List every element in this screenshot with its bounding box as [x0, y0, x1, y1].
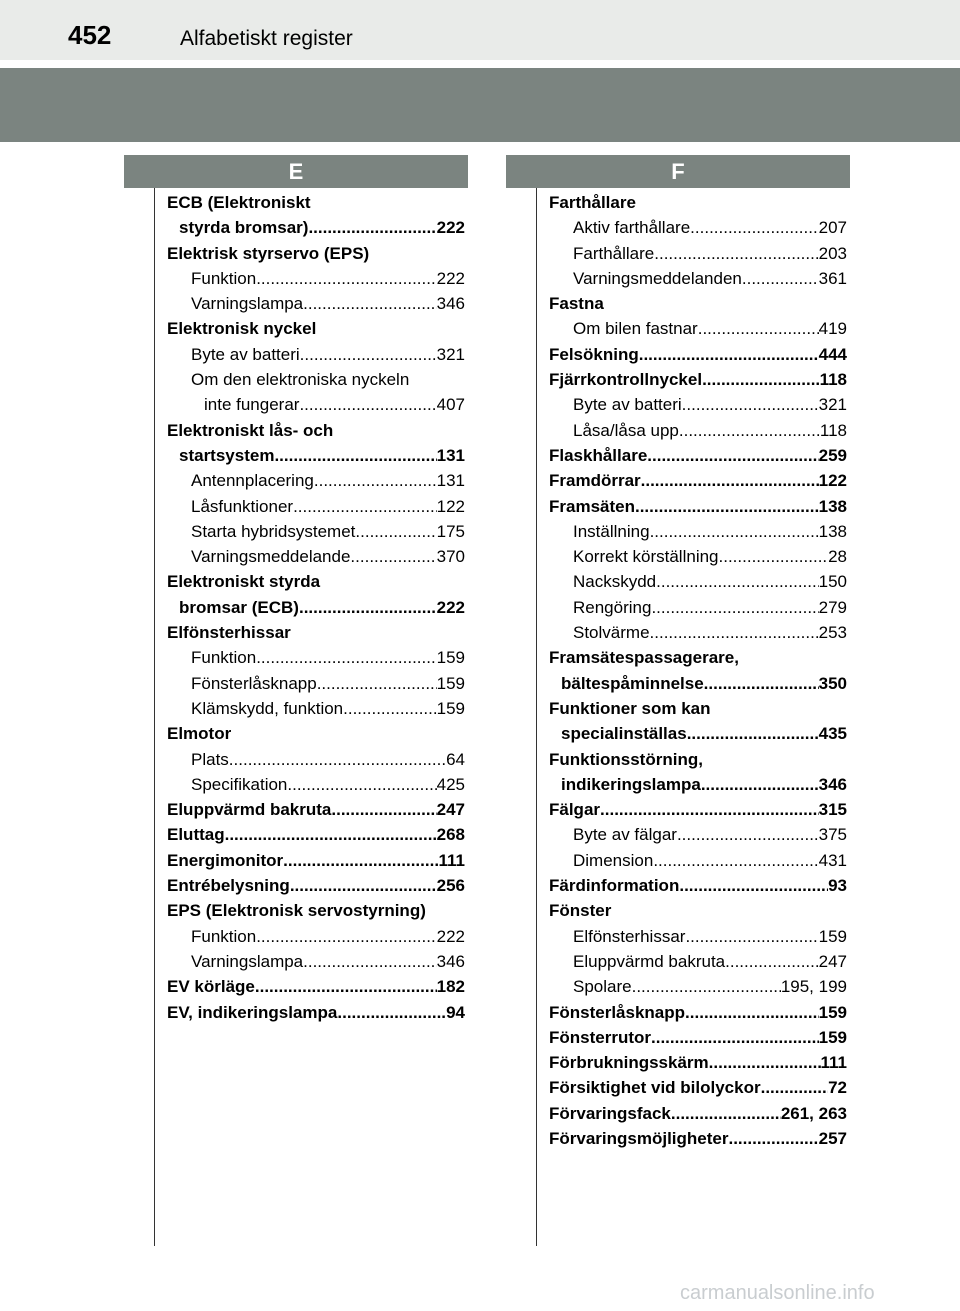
entry-text: Om bilen fastnar [573, 319, 698, 339]
entry-text: Försiktighet vid bilolyckor [549, 1078, 761, 1098]
index-entry [167, 544, 465, 569]
entry-text: Plats [191, 749, 229, 769]
dot-leader [308, 215, 436, 240]
entry-text: Om den elektroniska nyckeln [191, 370, 410, 390]
entry-text: Eluppvärmd bakruta [167, 800, 332, 820]
page-reference: 195, 199 [780, 977, 847, 997]
dot-leader [290, 873, 437, 898]
index-entry [549, 1000, 847, 1025]
page-reference: 159 [436, 648, 465, 668]
index-entry [549, 494, 847, 519]
index-entry [167, 822, 465, 847]
page-reference: 346 [818, 774, 847, 794]
entry-text: Stolvärme [573, 623, 650, 643]
index-entry [549, 392, 847, 417]
index-entry [167, 342, 465, 367]
page-reference: 131 [436, 445, 465, 465]
index-entry [167, 645, 465, 670]
entry-text: Låsa/låsa upp [573, 420, 679, 440]
entry-text: Funktion [191, 926, 257, 946]
page-reference: 150 [818, 572, 847, 592]
index-entry [167, 974, 465, 999]
page-reference: 159 [436, 673, 465, 693]
index-entry [549, 569, 847, 594]
entry-text: Aktiv farthållare [573, 218, 691, 238]
index-entry [167, 1000, 465, 1025]
section-heading-e: E [124, 155, 468, 188]
page-reference: 72 [828, 1078, 847, 1098]
watermark: carmanualsonline.info [680, 1282, 875, 1304]
entry-text: Elektrisk styrservo (EPS) [167, 243, 370, 263]
index-entry-heading [167, 569, 465, 594]
dot-leader [300, 342, 437, 367]
entry-text: Förbrukningsskärm [549, 1053, 709, 1073]
entry-text: Fönsterrutor [549, 1027, 651, 1047]
index-column-e [167, 190, 465, 1025]
page-reference: 253 [818, 623, 847, 643]
page-reference: 321 [436, 344, 465, 364]
dot-leader [690, 215, 818, 240]
entry-text: Låsfunktioner [191, 496, 294, 516]
page-reference: 203 [818, 243, 847, 263]
page-reference: 118 [819, 370, 847, 390]
index-entry [167, 873, 465, 898]
index-entry [549, 797, 847, 822]
page-reference: 64 [446, 749, 465, 769]
dot-leader [225, 822, 437, 847]
entry-text: Byte av batteri [573, 395, 682, 415]
dot-leader [355, 519, 436, 544]
index-entry [167, 215, 465, 240]
dot-leader [704, 671, 819, 696]
page-reference: 122 [436, 496, 465, 516]
entry-text: EPS (Elektronisk servostyrning) [167, 901, 426, 921]
index-entry [549, 266, 847, 291]
page-reference: 159 [818, 1002, 847, 1022]
entry-text: Framdörrar [549, 471, 641, 491]
index-entry [167, 291, 465, 316]
dot-leader [701, 772, 819, 797]
page-title: Alfabetiskt register [180, 27, 353, 50]
entry-text: Fastna [549, 294, 604, 314]
index-entry [549, 1050, 847, 1075]
dot-leader [698, 316, 819, 341]
dot-leader [687, 721, 819, 746]
entry-text: Starta hybridsystemet [191, 521, 356, 541]
entry-text: Korrekt körställning [573, 547, 719, 567]
index-entry [549, 418, 847, 443]
entry-text: Elfönsterhissar [167, 623, 291, 643]
entry-text: EV körläge [167, 977, 255, 997]
column-divider-right [536, 188, 537, 1246]
entry-text: Nackskydd [573, 572, 657, 592]
dot-leader [635, 494, 819, 519]
entry-text: Byte av batteri [191, 344, 300, 364]
page-reference: 279 [818, 597, 847, 617]
page-reference: 159 [436, 698, 465, 718]
entry-text: Antennplacering [191, 471, 314, 491]
entry-text: Fönster [549, 901, 612, 921]
page-reference: 247 [436, 800, 465, 820]
index-entry [549, 671, 847, 696]
entry-text: Förvaringsfack [549, 1103, 671, 1123]
index-entry [549, 468, 847, 493]
entry-text: Fälgar [549, 800, 601, 820]
page-reference: 259 [818, 445, 847, 465]
index-entry [167, 468, 465, 493]
entry-text: Elektroniskt styrda [167, 572, 321, 592]
page-reference: 93 [828, 876, 847, 896]
entry-text: Funktion [191, 648, 257, 668]
page-reference: 111 [820, 1053, 847, 1073]
dot-leader [761, 1075, 828, 1100]
entry-text: Elektronisk nyckel [167, 319, 317, 339]
index-entry [167, 696, 465, 721]
index-entry [549, 367, 847, 392]
entry-text: startsystem [179, 445, 275, 465]
entry-text: Fönsterlåsknapp [549, 1002, 686, 1022]
dot-leader [314, 468, 437, 493]
index-entry-heading [167, 241, 465, 266]
entry-text: bältespåminnelse [561, 673, 704, 693]
page-reference: 222 [436, 597, 465, 617]
page-reference: 122 [818, 471, 847, 491]
dot-leader [229, 747, 446, 772]
page-reference: 261, 263 [780, 1103, 847, 1123]
index-entry-heading [549, 696, 847, 721]
page-reference: 346 [436, 294, 465, 314]
index-entry [167, 595, 465, 620]
dot-leader [742, 266, 819, 291]
entry-text: Funktion [191, 268, 257, 288]
index-entry [167, 443, 465, 468]
entry-text: Flaskhållare [549, 445, 648, 465]
entry-text: specialinställas [561, 724, 687, 744]
index-entry [167, 848, 465, 873]
dot-leader [685, 924, 818, 949]
index-entry-heading [549, 645, 847, 670]
page-reference: 222 [436, 218, 465, 238]
dot-leader [350, 544, 436, 569]
entry-text: Funktionsstörning, [549, 749, 703, 769]
dot-leader [303, 949, 436, 974]
page-reference: 222 [436, 268, 465, 288]
dot-leader [650, 519, 819, 544]
page-reference: 346 [436, 951, 465, 971]
dot-leader [679, 873, 828, 898]
entry-text: Inställning [573, 521, 650, 541]
page-reference: 256 [436, 876, 465, 896]
dot-leader [256, 266, 436, 291]
entry-text: bromsar (ECB) [179, 597, 299, 617]
column-divider-left [154, 188, 155, 1246]
entry-text: Varningsmeddelande [191, 547, 351, 567]
index-entry [549, 974, 847, 999]
index-entry [167, 392, 465, 417]
index-entry [549, 342, 847, 367]
entry-text: Eluppvärmd bakruta [573, 951, 726, 971]
page-reference: 350 [818, 673, 847, 693]
index-column-f [549, 190, 847, 1151]
dot-leader [299, 392, 436, 417]
dot-leader [641, 468, 819, 493]
dot-leader [656, 569, 818, 594]
index-entry [549, 772, 847, 797]
index-entry [549, 620, 847, 645]
entry-text: Spolare [573, 977, 632, 997]
dot-leader [287, 772, 436, 797]
entry-text: Fönsterlåsknapp [191, 673, 317, 693]
section-heading-f: F [506, 155, 850, 188]
index-entry-heading [167, 721, 465, 746]
entry-text: Rengöring [573, 597, 652, 617]
index-entry [549, 519, 847, 544]
page-reference: 138 [818, 521, 847, 541]
dot-leader [343, 696, 436, 721]
entry-text: Varningslampa [191, 294, 304, 314]
index-entry [549, 873, 847, 898]
page-reference: 419 [818, 319, 847, 339]
dot-leader [255, 974, 437, 999]
dot-leader [600, 797, 819, 822]
index-entry [549, 822, 847, 847]
entry-text: Varningslampa [191, 951, 304, 971]
index-entry-heading [167, 418, 465, 443]
entry-text: Elektroniskt lås- och [167, 420, 334, 440]
entry-text: Färdinformation [549, 876, 680, 896]
entry-text: Klämskydd, funktion [191, 698, 344, 718]
page-reference: 175 [436, 521, 465, 541]
entry-text: Elmotor [167, 724, 232, 744]
entry-text: Framsäten [549, 496, 635, 516]
page-reference: 315 [818, 800, 847, 820]
entry-text: Byte av fälgar [573, 825, 677, 845]
index-entry [549, 241, 847, 266]
index-entry [549, 215, 847, 240]
dot-leader [651, 595, 818, 620]
index-entry [549, 544, 847, 569]
index-entry [549, 595, 847, 620]
page-reference: 182 [436, 977, 465, 997]
index-entry [167, 266, 465, 291]
dot-leader [303, 291, 436, 316]
page-reference: 159 [818, 926, 847, 946]
entry-text: Farthållare [549, 193, 636, 212]
index-entry [167, 494, 465, 519]
index-entry [167, 671, 465, 696]
page-reference: 207 [818, 218, 847, 238]
dot-leader [653, 848, 818, 873]
entry-text: Specifikation [191, 774, 288, 794]
dot-leader [337, 1000, 446, 1025]
dot-leader [317, 671, 437, 696]
entry-text: Förvaringsmöjligheter [549, 1128, 729, 1148]
header-bar [0, 0, 960, 60]
index-entry-heading [549, 898, 847, 923]
index-entry [167, 519, 465, 544]
dot-leader [702, 367, 820, 392]
page-reference: 375 [818, 825, 847, 845]
page-number: 452 [68, 20, 112, 50]
entry-text: Farthållare [573, 243, 655, 263]
entry-text: Eluttag [167, 825, 225, 845]
index-entry [167, 772, 465, 797]
entry-text: Entrébelysning [167, 876, 290, 896]
dot-leader [299, 595, 437, 620]
dot-leader [654, 241, 818, 266]
dot-leader [647, 443, 818, 468]
index-entry-heading [167, 898, 465, 923]
entry-text: Elfönsterhissar [573, 926, 686, 946]
dot-leader [679, 418, 820, 443]
index-entry [549, 1075, 847, 1100]
dot-leader [639, 342, 819, 367]
index-entry [549, 949, 847, 974]
page-reference: 111 [438, 850, 465, 870]
page-reference: 407 [436, 395, 465, 415]
index-entry-heading [549, 190, 847, 215]
entry-text: Felsökning [549, 344, 639, 364]
dot-leader [283, 848, 438, 873]
index-entry [549, 848, 847, 873]
dot-leader [685, 1000, 819, 1025]
dot-leader [331, 797, 436, 822]
entry-text: Dimension [573, 850, 654, 870]
page-reference: 94 [446, 1002, 465, 1022]
entry-text: Framsätespassagerare, [549, 648, 739, 668]
dot-leader [677, 822, 819, 847]
entry-text: Energimonitor [167, 850, 284, 870]
index-entry [167, 747, 465, 772]
index-entry [167, 949, 465, 974]
index-entry [549, 1025, 847, 1050]
page-reference: 138 [818, 496, 847, 516]
dot-leader [293, 494, 437, 519]
index-entry [549, 924, 847, 949]
page-reference: 425 [436, 774, 465, 794]
dot-leader [632, 974, 781, 999]
page-reference: 268 [436, 825, 465, 845]
index-entry-heading [167, 190, 465, 215]
dot-leader [728, 1126, 818, 1151]
index-entry-heading [167, 316, 465, 341]
index-entry [549, 721, 847, 746]
index-entry-heading [167, 367, 465, 392]
dot-leader [651, 1025, 819, 1050]
index-entry [167, 924, 465, 949]
entry-text: Funktioner som kan [549, 698, 711, 718]
entry-text: Varningsmeddelanden [573, 268, 742, 288]
index-entry [549, 443, 847, 468]
index-entry [549, 1126, 847, 1151]
page-reference: 118 [819, 420, 847, 440]
page-reference: 431 [818, 850, 847, 870]
page-reference: 131 [436, 471, 465, 491]
index-entry-heading [167, 620, 465, 645]
entry-text: Fjärrkontrollnyckel [549, 370, 703, 390]
dot-leader [725, 949, 818, 974]
entry-text: EV, indikeringslampa [167, 1002, 338, 1022]
entry-text: inte fungerar [204, 395, 300, 415]
page-reference: 247 [818, 951, 847, 971]
index-entry [549, 316, 847, 341]
dot-leader [256, 924, 436, 949]
header-banner [0, 68, 960, 142]
page-reference: 361 [818, 268, 847, 288]
dot-leader [274, 443, 436, 468]
page-reference: 444 [818, 344, 847, 364]
entry-text: ECB (Elektroniskt [167, 193, 311, 212]
dot-leader [650, 620, 819, 645]
page-reference: 321 [818, 395, 847, 415]
index-entry [549, 1101, 847, 1126]
dot-leader [671, 1101, 781, 1126]
entry-text: styrda bromsar) [179, 218, 309, 238]
page-reference: 28 [828, 547, 847, 567]
dot-leader [256, 645, 436, 670]
page-reference: 257 [818, 1128, 847, 1148]
dot-leader [709, 1050, 821, 1075]
entry-text: indikeringslampa [561, 774, 701, 794]
page-reference: 222 [436, 926, 465, 946]
index-entry-heading [549, 291, 847, 316]
index-entry [167, 797, 465, 822]
dot-leader [682, 392, 819, 417]
page-reference: 435 [818, 724, 847, 744]
page-reference: 159 [818, 1027, 847, 1047]
page-reference: 370 [436, 547, 465, 567]
index-entry-heading [549, 747, 847, 772]
dot-leader [719, 544, 829, 569]
